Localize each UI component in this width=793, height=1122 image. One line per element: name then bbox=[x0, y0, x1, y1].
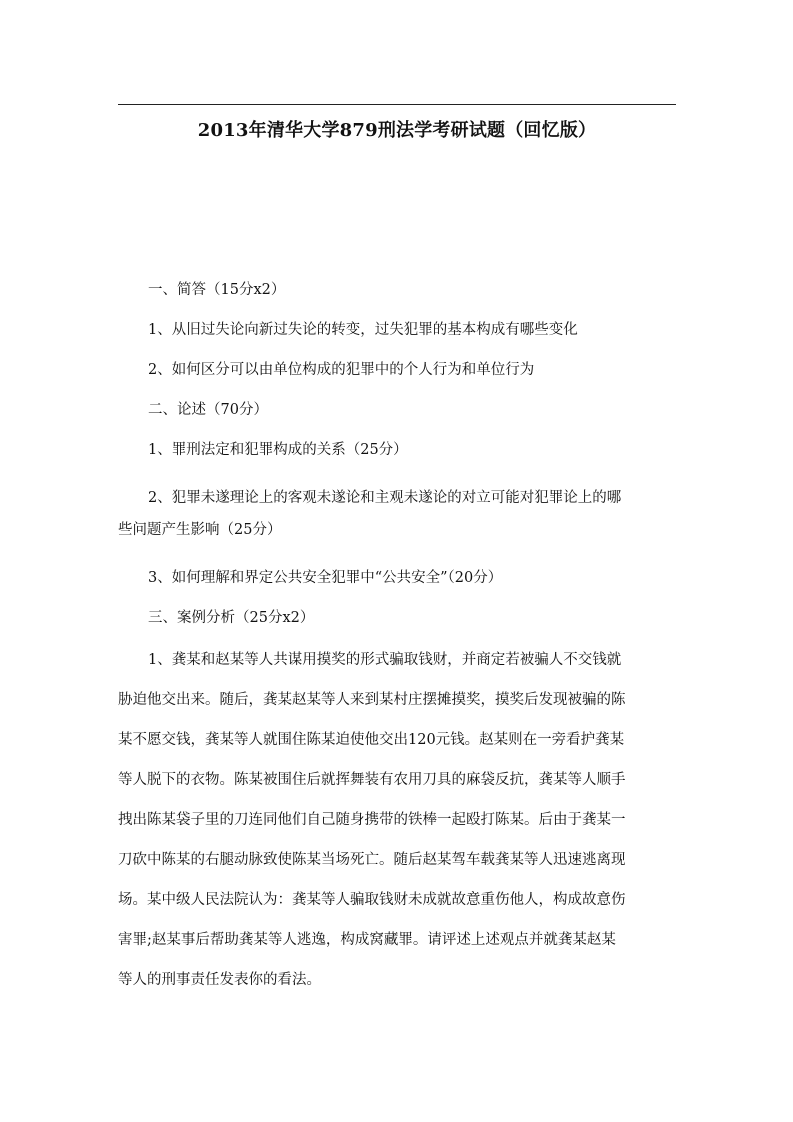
question-1-1: 1、从旧过失论向新过失论的转变，过失犯罪的基本构成有哪些变化 bbox=[148, 322, 578, 338]
case-1-line: 胁迫他交出来。随后，龚某赵某等人来到某村庄摆摊摸奖，摸奖后发现被骗的陈 bbox=[118, 692, 626, 708]
question-2-1: 1、罪刑法定和犯罪构成的关系（25分） bbox=[148, 442, 408, 458]
question-2-2 bbox=[118, 478, 678, 550]
section-heading-essay: 二、论述（70分） bbox=[148, 402, 268, 418]
question-1-2: 2、如何区分可以由单位构成的犯罪中的个人行为和单位行为 bbox=[148, 362, 535, 378]
case-1-line: 害罪;赵某事后帮助龚某等人逃逸，构成窝藏罪。请评述上述观点并就龚某赵某 bbox=[118, 932, 616, 948]
case-1-line: 某不愿交钱，龚某等人就围住陈某迫使他交出120元钱。赵某则在一旁看护龚某 bbox=[118, 732, 625, 748]
document-body bbox=[118, 278, 678, 1016]
question-2-2-line: 2、犯罪未遂理论上的客观未遂论和主观未遂论的对立可能对犯罪论上的哪 bbox=[148, 490, 622, 506]
case-1-line: 场。某中级人民法院认为：龚某等人骗取钱财未成就故意重伤他人，构成故意伤 bbox=[118, 892, 626, 908]
case-1-line: 拽出陈某袋子里的刀连同他们自己随身携带的铁棒一起殴打陈某。后由于龚某一 bbox=[118, 812, 626, 828]
case-1-line: 等人的刑事责任发表你的看法。 bbox=[118, 972, 321, 988]
header-rule bbox=[118, 104, 676, 105]
question-2-2-line: 些问题产生影响（25分） bbox=[118, 522, 282, 538]
section-heading-case-analysis: 三、案例分析（25分x2） bbox=[148, 610, 315, 626]
case-1-line: 等人脱下的衣物。陈某被围住后就挥舞装有农用刀具的麻袋反抗，龚某等人顺手 bbox=[118, 772, 626, 788]
page-title: 2013年清华大学879刑法学考研试题（回忆版） bbox=[197, 120, 597, 141]
case-1-line: 1、龚某和赵某等人共谋用摸奖的形式骗取钱财，并商定若被骗人不交钱就 bbox=[148, 652, 622, 668]
section-heading-short-answer: 一、简答（15分x2） bbox=[148, 282, 286, 298]
question-2-3: 3、如何理解和界定公共安全犯罪中“公共安全”（20分） bbox=[148, 570, 503, 586]
case-1 bbox=[118, 640, 678, 1000]
case-1-line: 刀砍中陈某的右腿动脉致使陈某当场死亡。随后赵某驾车载龚某等人迅速逃离现 bbox=[118, 852, 626, 868]
